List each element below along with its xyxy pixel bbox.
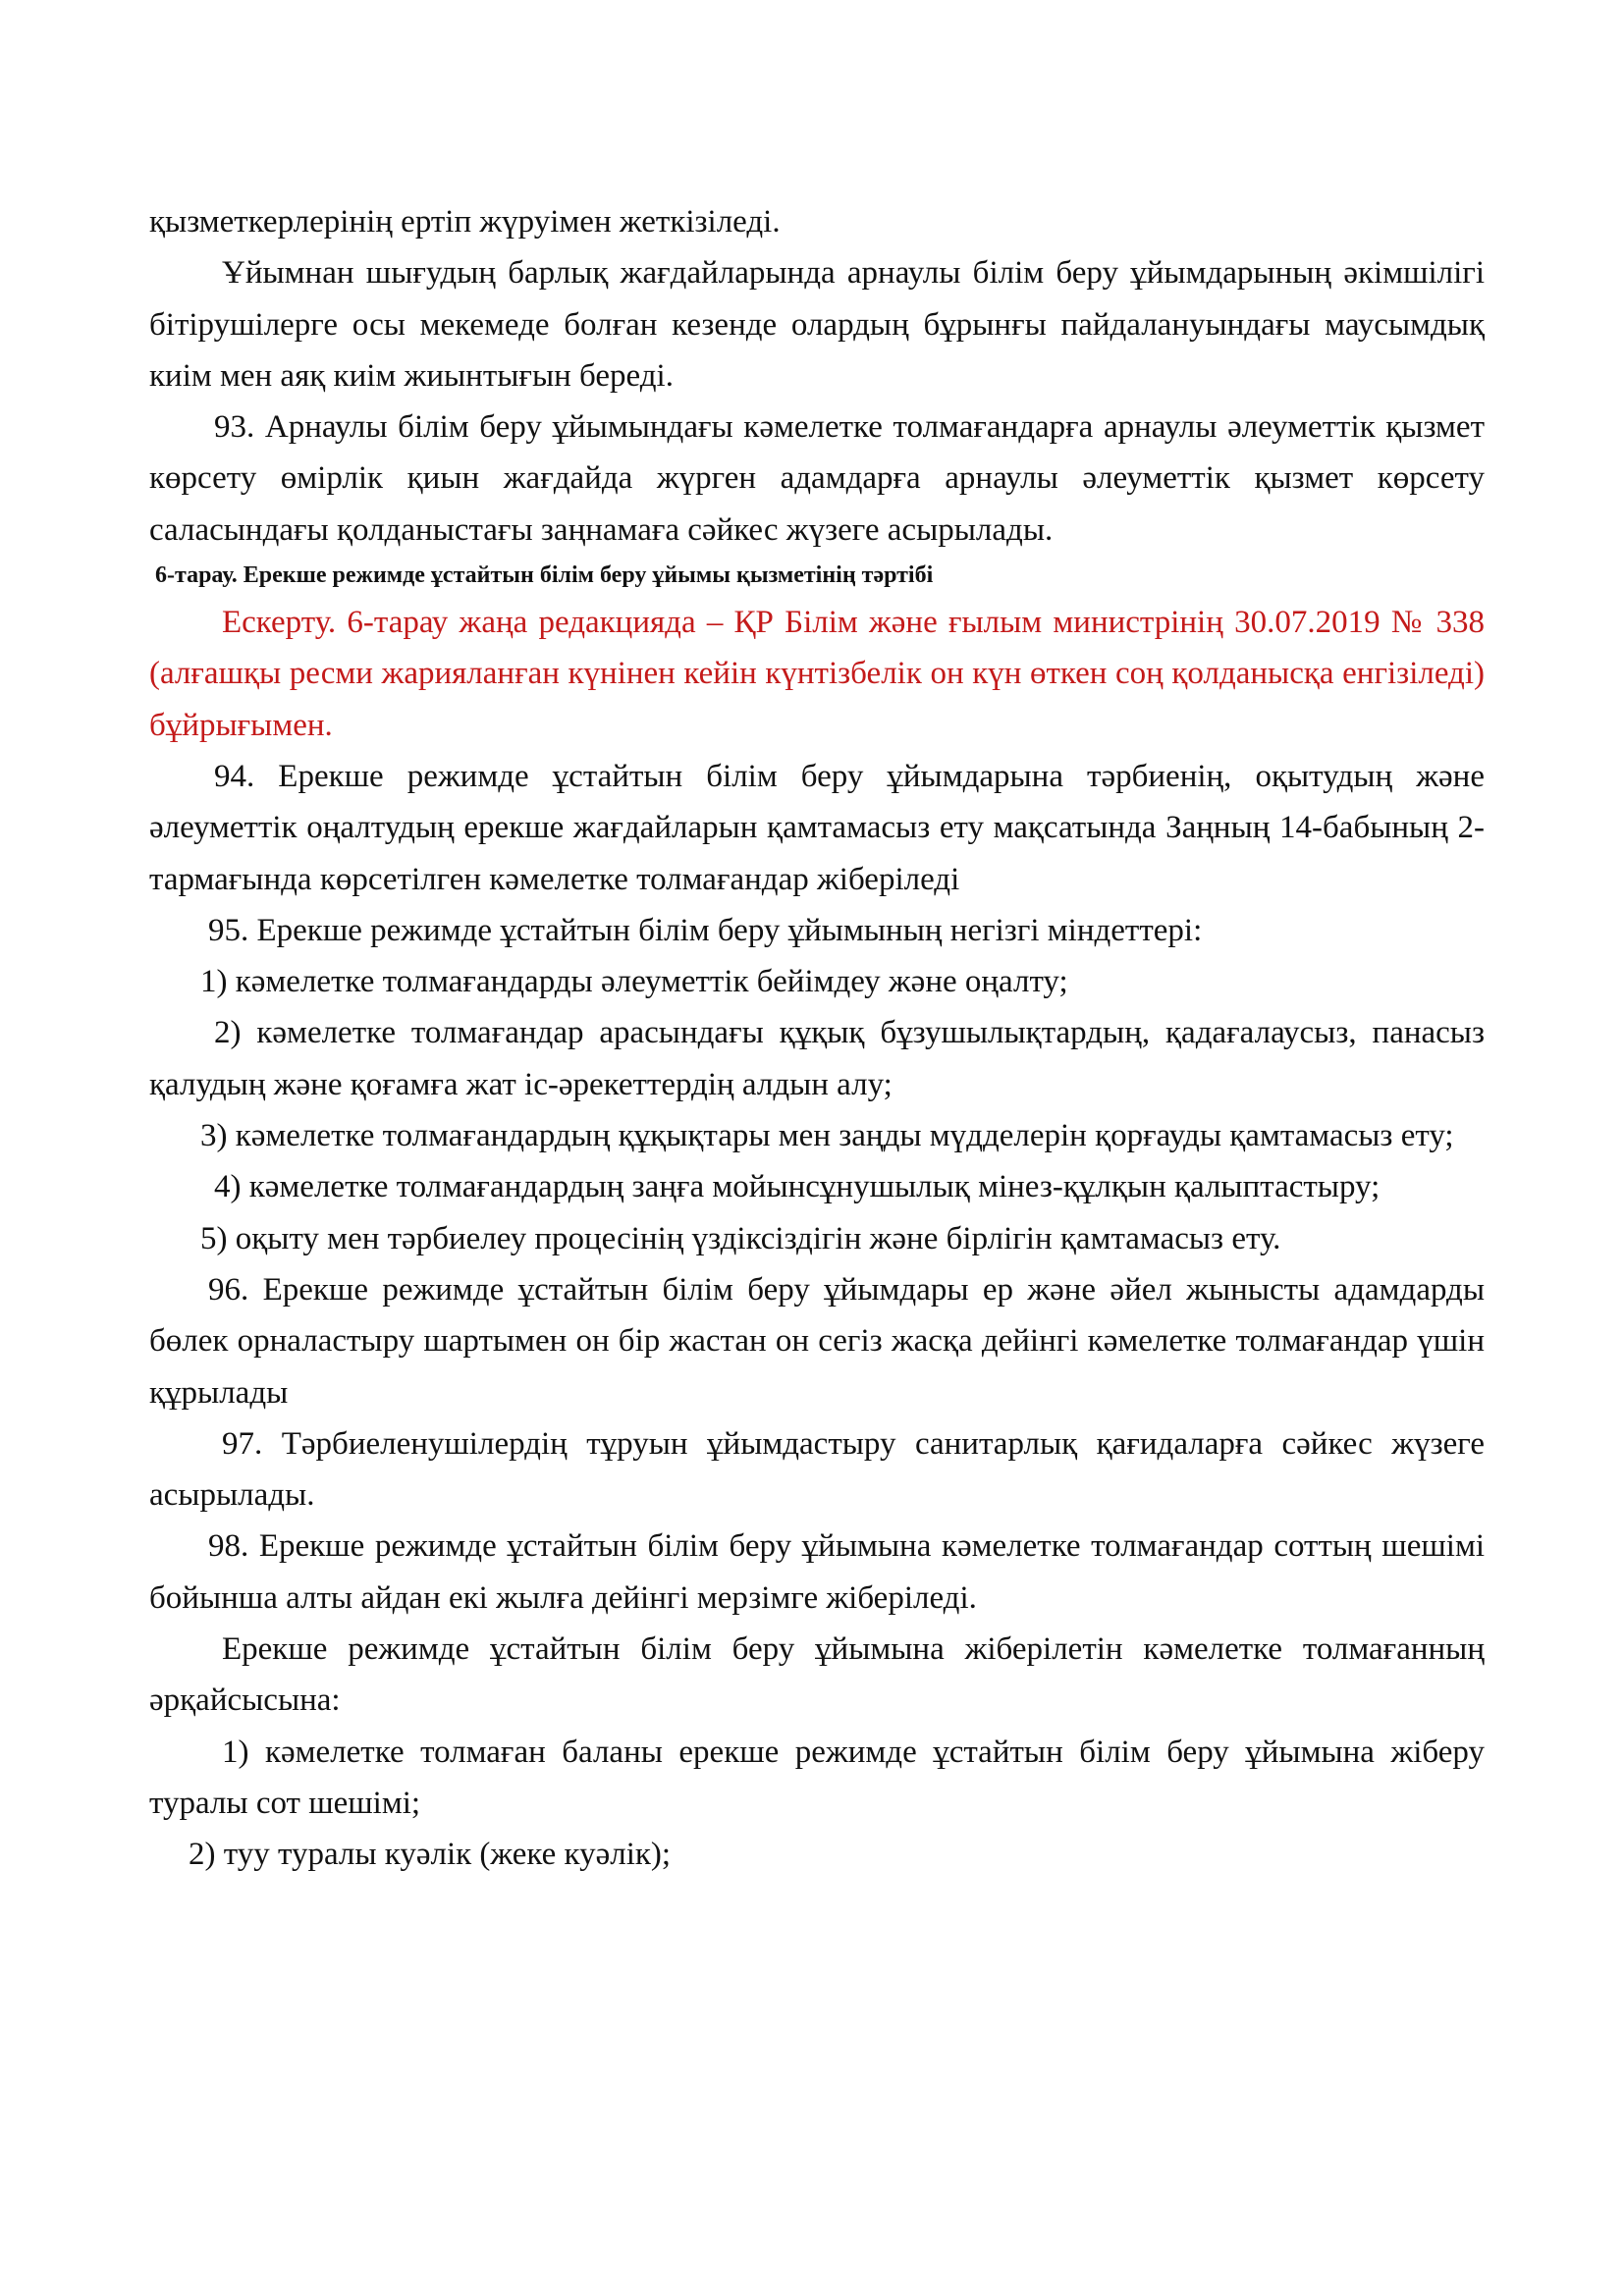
paragraph-continuation: қызметкерлерінің ертіп жүруімен жеткізіледі. — [149, 204, 781, 240]
article-94: 94. Ерекше режимде ұстайтын білім беру ұйымдарына тәрбиенің, оқытудың және әлеуметтік оңалтудың ерекше жағдайларын қамтамасыз ету мақсатында Заңның 14-бабының 2-тармағында көрсетілген кәмелетке толмағандар жіберіледі — [149, 758, 1485, 897]
paragraph-leaving-organization: Ұйымнан шығудың барлық жағдайларында арнаулы білім беру ұйымдарының әкімшілігі бітірушілерге осы мекемеде болған кезенде олардың бұрынғы пайдалануындағы маусымдық киім мен аяқ киім жиынтығын береді. — [149, 255, 1485, 394]
article-98-item-2: 2) туу туралы куәлік (жеке куәлік); — [189, 1837, 672, 1873]
article-98: 98. Ерекше режимде ұстайтын білім беру ұйымына кәмелетке толмағандар соттың шешімі бойынша алты айдан екі жылға дейінгі мерзімге жіберіледі. — [149, 1528, 1485, 1616]
article-95-item-3: 3) кәмелетке толмағандардың құқықтары мен заңды мүдделерін қорғауды қамтамасыз ету; — [200, 1118, 1454, 1154]
document-page — [149, 196, 1485, 1881]
article-96: 96. Ерекше режимде ұстайтын білім беру ұйымдары ер және әйел жынысты адамдарды бөлек орналастыру шартымен он бір жастан он сегіз жасқа дейінгі кәмелетке толмағандар үшін құрылады — [149, 1271, 1485, 1411]
article-95: 95. Ерекше режимде ұстайтын білім беру ұйымының негізгі міндеттері: — [208, 912, 1203, 948]
article-95-item-2: 2) кәмелетке толмағандар арасындағы құқық бұзушылықтардың, қадағалаусыз, панасыз қалудың және қоғамға жат іс-әрекеттердің алдын алу; — [149, 1015, 1485, 1102]
article-97: 97. Тәрбиеленушілердің тұруын ұйымдастыру санитарлық қағидаларға сәйкес жүзеге асырылады. — [149, 1425, 1485, 1514]
article-95-item-4: 4) кәмелетке толмағандардың заңға мойынсұнушылық мінез-құлқын қалыптастыру; — [214, 1169, 1380, 1205]
article-95-item-1: 1) кәмелетке толмағандарды әлеуметтік бейімдеу және оңалту; — [200, 964, 1068, 1000]
article-93: 93. Арнаулы білім беру ұйымындағы кәмелетке толмағандарға арнаулы әлеуметтік қызмет көрсету өмірлік қиын жағдайда жүрген адамдарға арнаулы әлеуметтік қызмет көрсету саласындағы қолданыстағы заңнамаға сәйкес жүзеге асырылады. — [149, 409, 1485, 548]
editorial-note: Ескерту. 6-тарау жаңа редакцияда – ҚР Білім және ғылым министрінің 30.07.2019 № 338 (алғашқы ресми жарияланған күнінен кейін күнтізбелік он күн өткен соң қолданысқа енгізіледі) бұйрығымен. — [149, 605, 1485, 743]
article-98-intro: Ерекше режимде ұстайтын білім беру ұйымына жіберілетін кәмелетке толмағанның әрқайсысына: — [149, 1631, 1485, 1719]
chapter-heading: 6-тарау. Ерекше режимде ұстайтын білім беру ұйымы қызметінің тәртібі — [155, 562, 934, 589]
article-98-item-1: 1) кәмелетке толмаған баланы ерекше режимде ұстайтын білім беру ұйымына жіберу туралы сот шешімі; — [149, 1734, 1485, 1821]
article-95-item-5: 5) оқыту мен тәрбиелеу процесінің үздіксіздігін және бірлігін қамтамасыз ету. — [200, 1220, 1281, 1256]
